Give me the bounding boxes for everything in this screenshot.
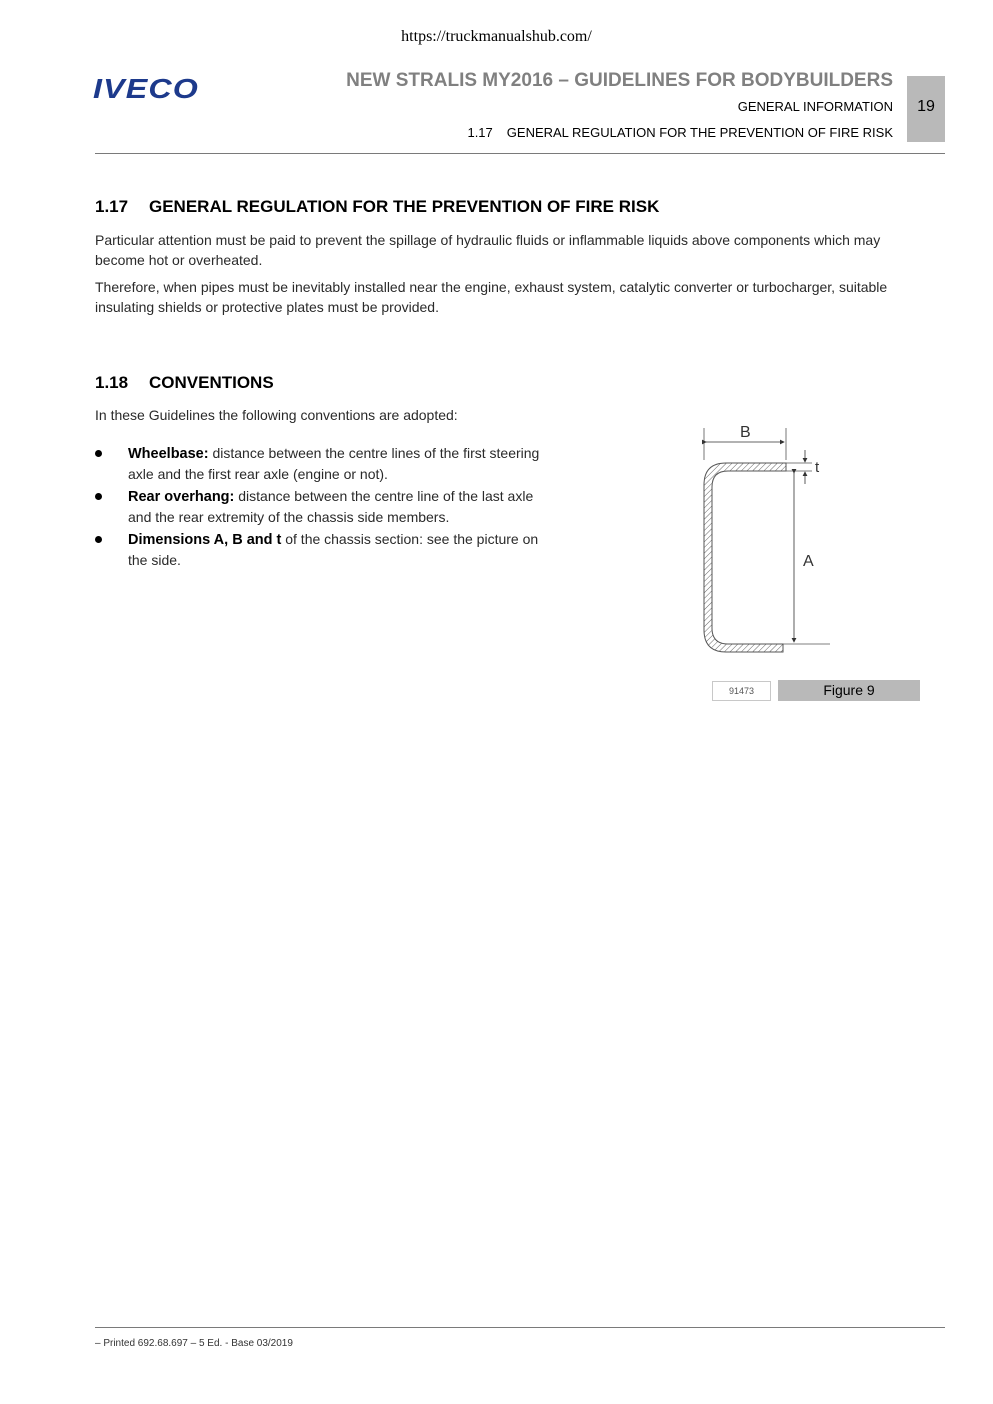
section-117-heading xyxy=(95,197,659,217)
bullet-icon xyxy=(95,493,102,500)
dimension-t-label: t xyxy=(815,459,820,476)
footer-text: – Printed 692.68.697 – 5 Ed. - Base 03/2019 xyxy=(95,1338,293,1349)
bullet-icon xyxy=(95,450,102,457)
page-number: 19 xyxy=(917,98,935,115)
section-117-title: GENERAL REGULATION FOR THE PREVENTION OF FIRE RISK xyxy=(149,197,660,216)
section-118-number: 1.18 xyxy=(95,373,129,392)
list-item xyxy=(95,486,555,527)
section-117-number: 1.17 xyxy=(95,197,129,216)
header-subsection-title: GENERAL REGULATION FOR THE PREVENTION OF FIRE RISK xyxy=(506,125,893,140)
header-divider xyxy=(95,153,945,154)
section-118-heading xyxy=(95,373,274,393)
bullet-icon xyxy=(95,536,102,543)
figure-code: 91473 xyxy=(712,681,771,701)
section-118-intro: In these Guidelines the following conventions are adopted: xyxy=(95,407,458,423)
page-number-tab xyxy=(907,76,945,142)
list-item-text: distance between the centre lines of the first steering axle and the first rear axle (engine or not). xyxy=(128,445,540,482)
document-title: NEW STRALIS MY2016 – GUIDELINES FOR BODYBUILDERS xyxy=(346,70,893,91)
footer-divider xyxy=(95,1327,945,1328)
list-item-term: Rear overhang: xyxy=(128,489,235,505)
header-subsection xyxy=(467,125,893,140)
conventions-list xyxy=(95,443,555,572)
list-item-term: Wheelbase: xyxy=(128,446,209,462)
chassis-profile xyxy=(704,463,786,652)
list-item-text: distance between the centre line of the last axle and the rear extremity of the chassis side members. xyxy=(128,488,534,525)
header-section: GENERAL INFORMATION xyxy=(737,99,893,114)
list-item xyxy=(95,443,555,484)
iveco-logo: IVECO xyxy=(93,73,199,104)
list-item xyxy=(95,529,555,570)
source-url[interactable]: https://truckmanualshub.com/ xyxy=(401,28,592,45)
figure-caption: Figure 9 xyxy=(778,680,920,701)
dimension-a-label: A xyxy=(803,553,814,570)
list-item-text: of the chassis section: see the picture on the side. xyxy=(128,531,539,568)
section-118-title: CONVENTIONS xyxy=(149,373,274,392)
list-item-term: Dimensions A, B and t xyxy=(128,532,282,548)
section-117-paragraph-2: Therefore, when pipes must be inevitably installed near the engine, exhaust system, catalytic converter or turbocharger, suitable insulating shields or protective plates must be provided. xyxy=(95,279,888,315)
dimension-b-label: B xyxy=(740,424,751,441)
chassis-section-diagram xyxy=(690,420,850,665)
section-117-paragraph-1: Particular attention must be paid to prevent the spillage of hydraulic fluids or inflammable liquids above components which may become hot or overheated. xyxy=(95,232,881,268)
header-subsection-number: 1.17 xyxy=(467,125,493,140)
